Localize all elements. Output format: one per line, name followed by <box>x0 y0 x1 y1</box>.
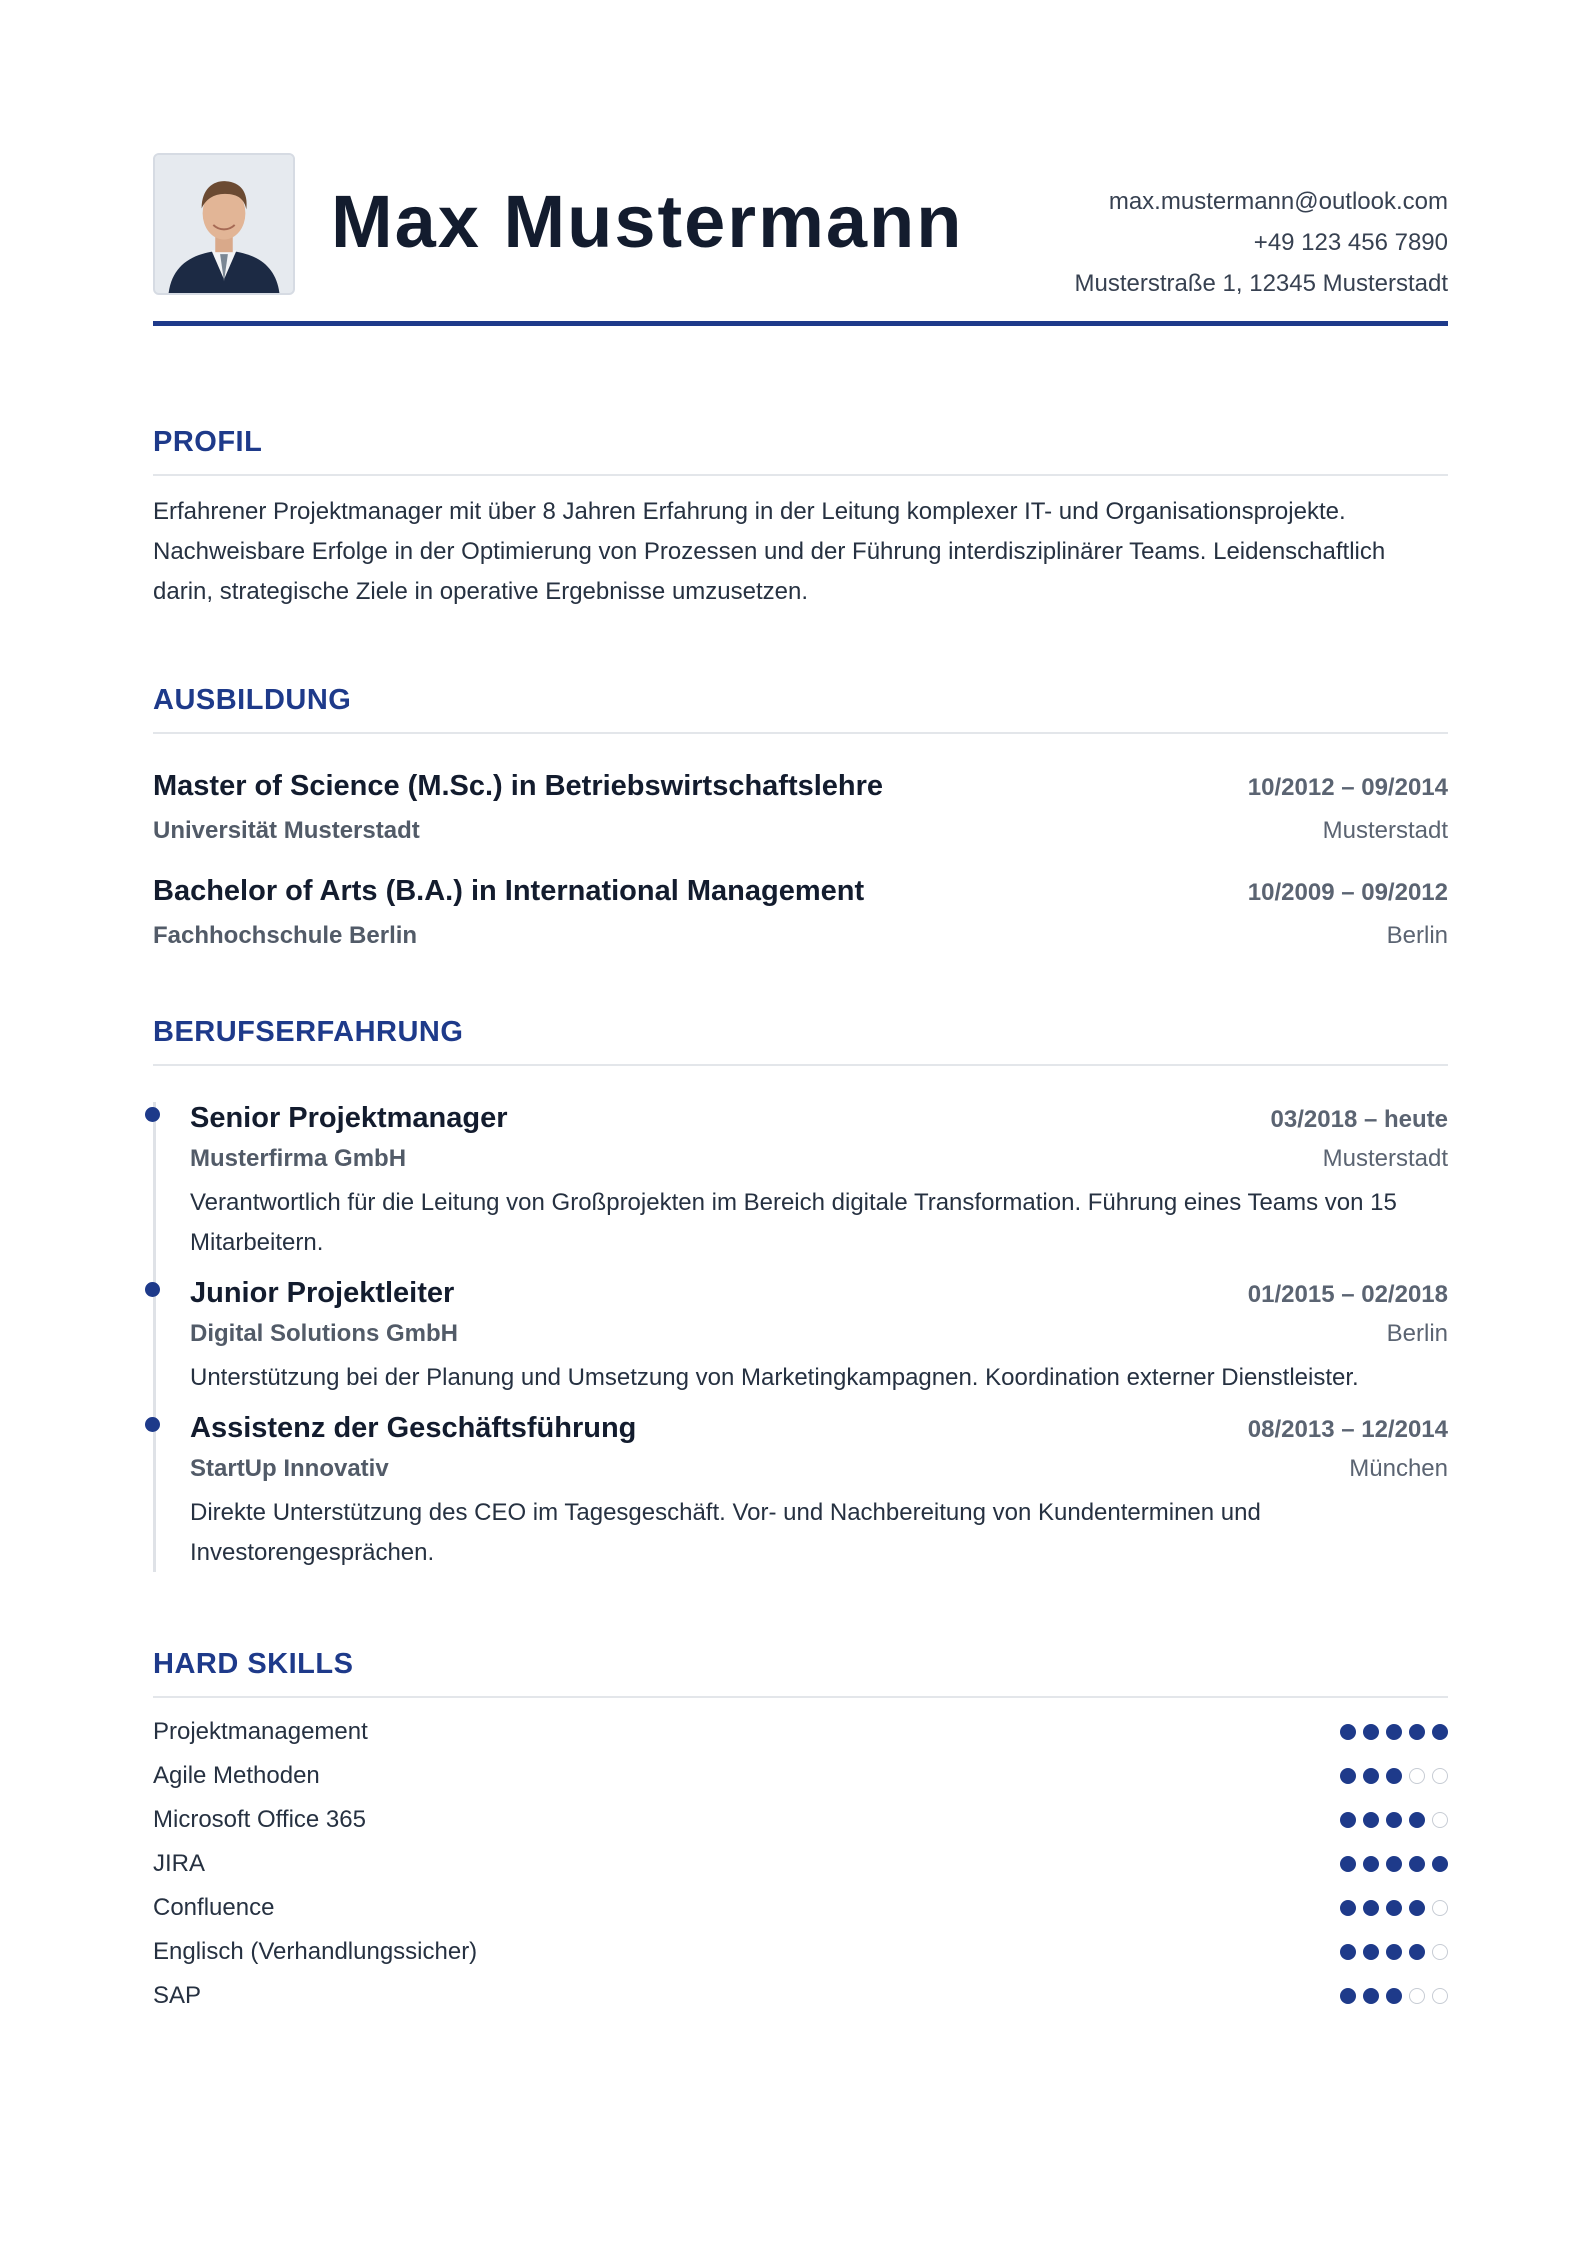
education-school: Fachhochschule Berlin <box>153 921 418 949</box>
contact-info <box>1075 181 1449 304</box>
rating-dot-filled <box>1363 1988 1379 2004</box>
job-dates: 03/2018 – heute <box>1270 1105 1448 1133</box>
experience-section <box>153 1015 1448 1572</box>
job-dates: 08/2013 – 12/2014 <box>1247 1415 1448 1443</box>
job-role: Junior Projektleiter <box>190 1276 455 1309</box>
job-company: StartUp Innovativ <box>190 1454 389 1482</box>
header-divider <box>153 321 1448 326</box>
portrait-illustration <box>155 155 293 293</box>
skill-name: Microsoft Office 365 <box>153 1805 366 1833</box>
rating-dot-filled <box>1409 1812 1425 1828</box>
rating-dot-filled <box>1363 1944 1379 1960</box>
job-location: Musterstadt <box>1322 1144 1448 1172</box>
education-section <box>153 683 1448 980</box>
profile-text: Erfahrener Projektmanager mit über 8 Jahren Erfahrung in der Leitung komplexer IT- und Organisationsprojekte. Nachweisbare Erfolge in der Optimierung von Prozessen und der Führung interdisziplinärer Teams. Leidenschaftlich darin, strategische Ziele in operative Ergebnisse umzusetzen. <box>153 497 1386 605</box>
rating-dot-empty <box>1432 1900 1448 1916</box>
rating-dot-empty <box>1409 1988 1425 2004</box>
rating-dot-filled <box>1340 1944 1356 1960</box>
rating-dot-filled <box>1386 1944 1402 1960</box>
job-company: Musterfirma GmbH <box>190 1144 407 1172</box>
rating-dot-empty <box>1432 1988 1448 2004</box>
education-location: Musterstadt <box>1322 816 1448 844</box>
education-entry <box>153 770 1448 875</box>
skill-row <box>153 1842 1448 1886</box>
rating-dot-empty <box>1409 1768 1425 1784</box>
skills-list <box>153 1710 1448 2018</box>
skill-row <box>153 1886 1448 1930</box>
rating-dot-filled <box>1409 1856 1425 1872</box>
timeline-dot <box>145 1107 160 1122</box>
section-title-education: AUSBILDUNG <box>153 683 1448 734</box>
skill-name: SAP <box>153 1981 202 2009</box>
rating-dot-empty <box>1432 1812 1448 1828</box>
skill-row <box>153 1930 1448 1974</box>
experience-timeline <box>153 1102 1448 1572</box>
job-location: München <box>1349 1454 1448 1482</box>
contact-phone[interactable]: +49 123 456 7890 <box>1253 229 1448 256</box>
education-location: Berlin <box>1386 921 1448 949</box>
resume-header <box>153 153 1448 327</box>
skill-rating <box>1340 1900 1448 1916</box>
rating-dot-filled <box>1363 1856 1379 1872</box>
contact-email[interactable]: max.mustermann@outlook.com <box>1108 188 1448 215</box>
rating-dot-filled <box>1340 1988 1356 2004</box>
profile-photo <box>153 153 295 295</box>
skills-section <box>153 1647 1448 2018</box>
job-description: Unterstützung bei der Planung und Umsetzung von Marketingkampagnen. Koordination externer Dienstleister. <box>190 1363 1359 1391</box>
rating-dot-filled <box>1363 1724 1379 1740</box>
profile-section <box>153 425 1448 612</box>
rating-dot-filled <box>1386 1900 1402 1916</box>
skill-rating <box>1340 1768 1448 1784</box>
skill-name: Projektmanagement <box>153 1717 368 1745</box>
rating-dot-filled <box>1409 1900 1425 1916</box>
rating-dot-filled <box>1409 1724 1425 1740</box>
skill-row <box>153 1710 1448 1754</box>
skill-rating <box>1340 1988 1448 2004</box>
timeline-line <box>153 1102 156 1572</box>
rating-dot-filled <box>1363 1768 1379 1784</box>
rating-dot-empty <box>1432 1944 1448 1960</box>
section-title-profile: PROFIL <box>153 425 1448 476</box>
rating-dot-filled <box>1340 1724 1356 1740</box>
rating-dot-filled <box>1340 1768 1356 1784</box>
job-location: Berlin <box>1386 1319 1448 1347</box>
job-company: Digital Solutions GmbH <box>190 1319 458 1347</box>
timeline-dot <box>145 1282 160 1297</box>
education-school: Universität Musterstadt <box>153 816 420 844</box>
skill-name: JIRA <box>153 1849 206 1877</box>
rating-dot-filled <box>1386 1856 1402 1872</box>
education-dates: 10/2012 – 09/2014 <box>1247 773 1448 801</box>
skill-rating <box>1340 1812 1448 1828</box>
education-dates: 10/2009 – 09/2012 <box>1247 878 1448 906</box>
experience-entry <box>190 1277 1448 1412</box>
rating-dot-filled <box>1432 1856 1448 1872</box>
section-title-experience: BERUFSERFAHRUNG <box>153 1015 1448 1066</box>
skill-name: Agile Methoden <box>153 1761 320 1789</box>
skill-row <box>153 1798 1448 1842</box>
contact-address: Musterstraße 1, 12345 Musterstadt <box>1074 270 1448 297</box>
rating-dot-filled <box>1409 1944 1425 1960</box>
job-description: Verantwortlich für die Leitung von Großprojekten im Bereich digitale Transformation. Führung eines Teams von 15 Mitarbeitern. <box>190 1188 1397 1256</box>
skill-rating <box>1340 1944 1448 1960</box>
skill-name: Englisch (Verhandlungssicher) <box>153 1937 478 1965</box>
rating-dot-filled <box>1363 1812 1379 1828</box>
education-entry <box>153 875 1448 980</box>
education-degree: Bachelor of Arts (B.A.) in International Management <box>153 874 865 907</box>
job-dates: 01/2015 – 02/2018 <box>1247 1280 1448 1308</box>
skill-rating <box>1340 1724 1448 1740</box>
rating-dot-filled <box>1386 1768 1402 1784</box>
rating-dot-filled <box>1432 1724 1448 1740</box>
job-role: Senior Projektmanager <box>190 1101 508 1134</box>
timeline-dot <box>145 1417 160 1432</box>
rating-dot-empty <box>1432 1768 1448 1784</box>
education-degree: Master of Science (M.Sc.) in Betriebswirtschaftslehre <box>153 769 884 802</box>
rating-dot-filled <box>1386 1724 1402 1740</box>
experience-entry <box>190 1412 1448 1572</box>
job-description: Direkte Unterstützung des CEO im Tagesgeschäft. Vor- und Nachbereitung von Kundenterminen und Investorengesprächen. <box>190 1498 1261 1566</box>
rating-dot-filled <box>1340 1900 1356 1916</box>
rating-dot-filled <box>1340 1812 1356 1828</box>
rating-dot-filled <box>1340 1856 1356 1872</box>
skill-name: Confluence <box>153 1893 275 1921</box>
rating-dot-filled <box>1386 1812 1402 1828</box>
job-role: Assistenz der Geschäftsführung <box>190 1411 637 1444</box>
skill-rating <box>1340 1856 1448 1872</box>
candidate-name: Max Mustermann <box>331 180 964 263</box>
rating-dot-filled <box>1363 1900 1379 1916</box>
experience-entry <box>190 1102 1448 1277</box>
skill-row <box>153 1754 1448 1798</box>
rating-dot-filled <box>1386 1988 1402 2004</box>
skill-row <box>153 1974 1448 2018</box>
section-title-skills: HARD SKILLS <box>153 1647 1448 1698</box>
